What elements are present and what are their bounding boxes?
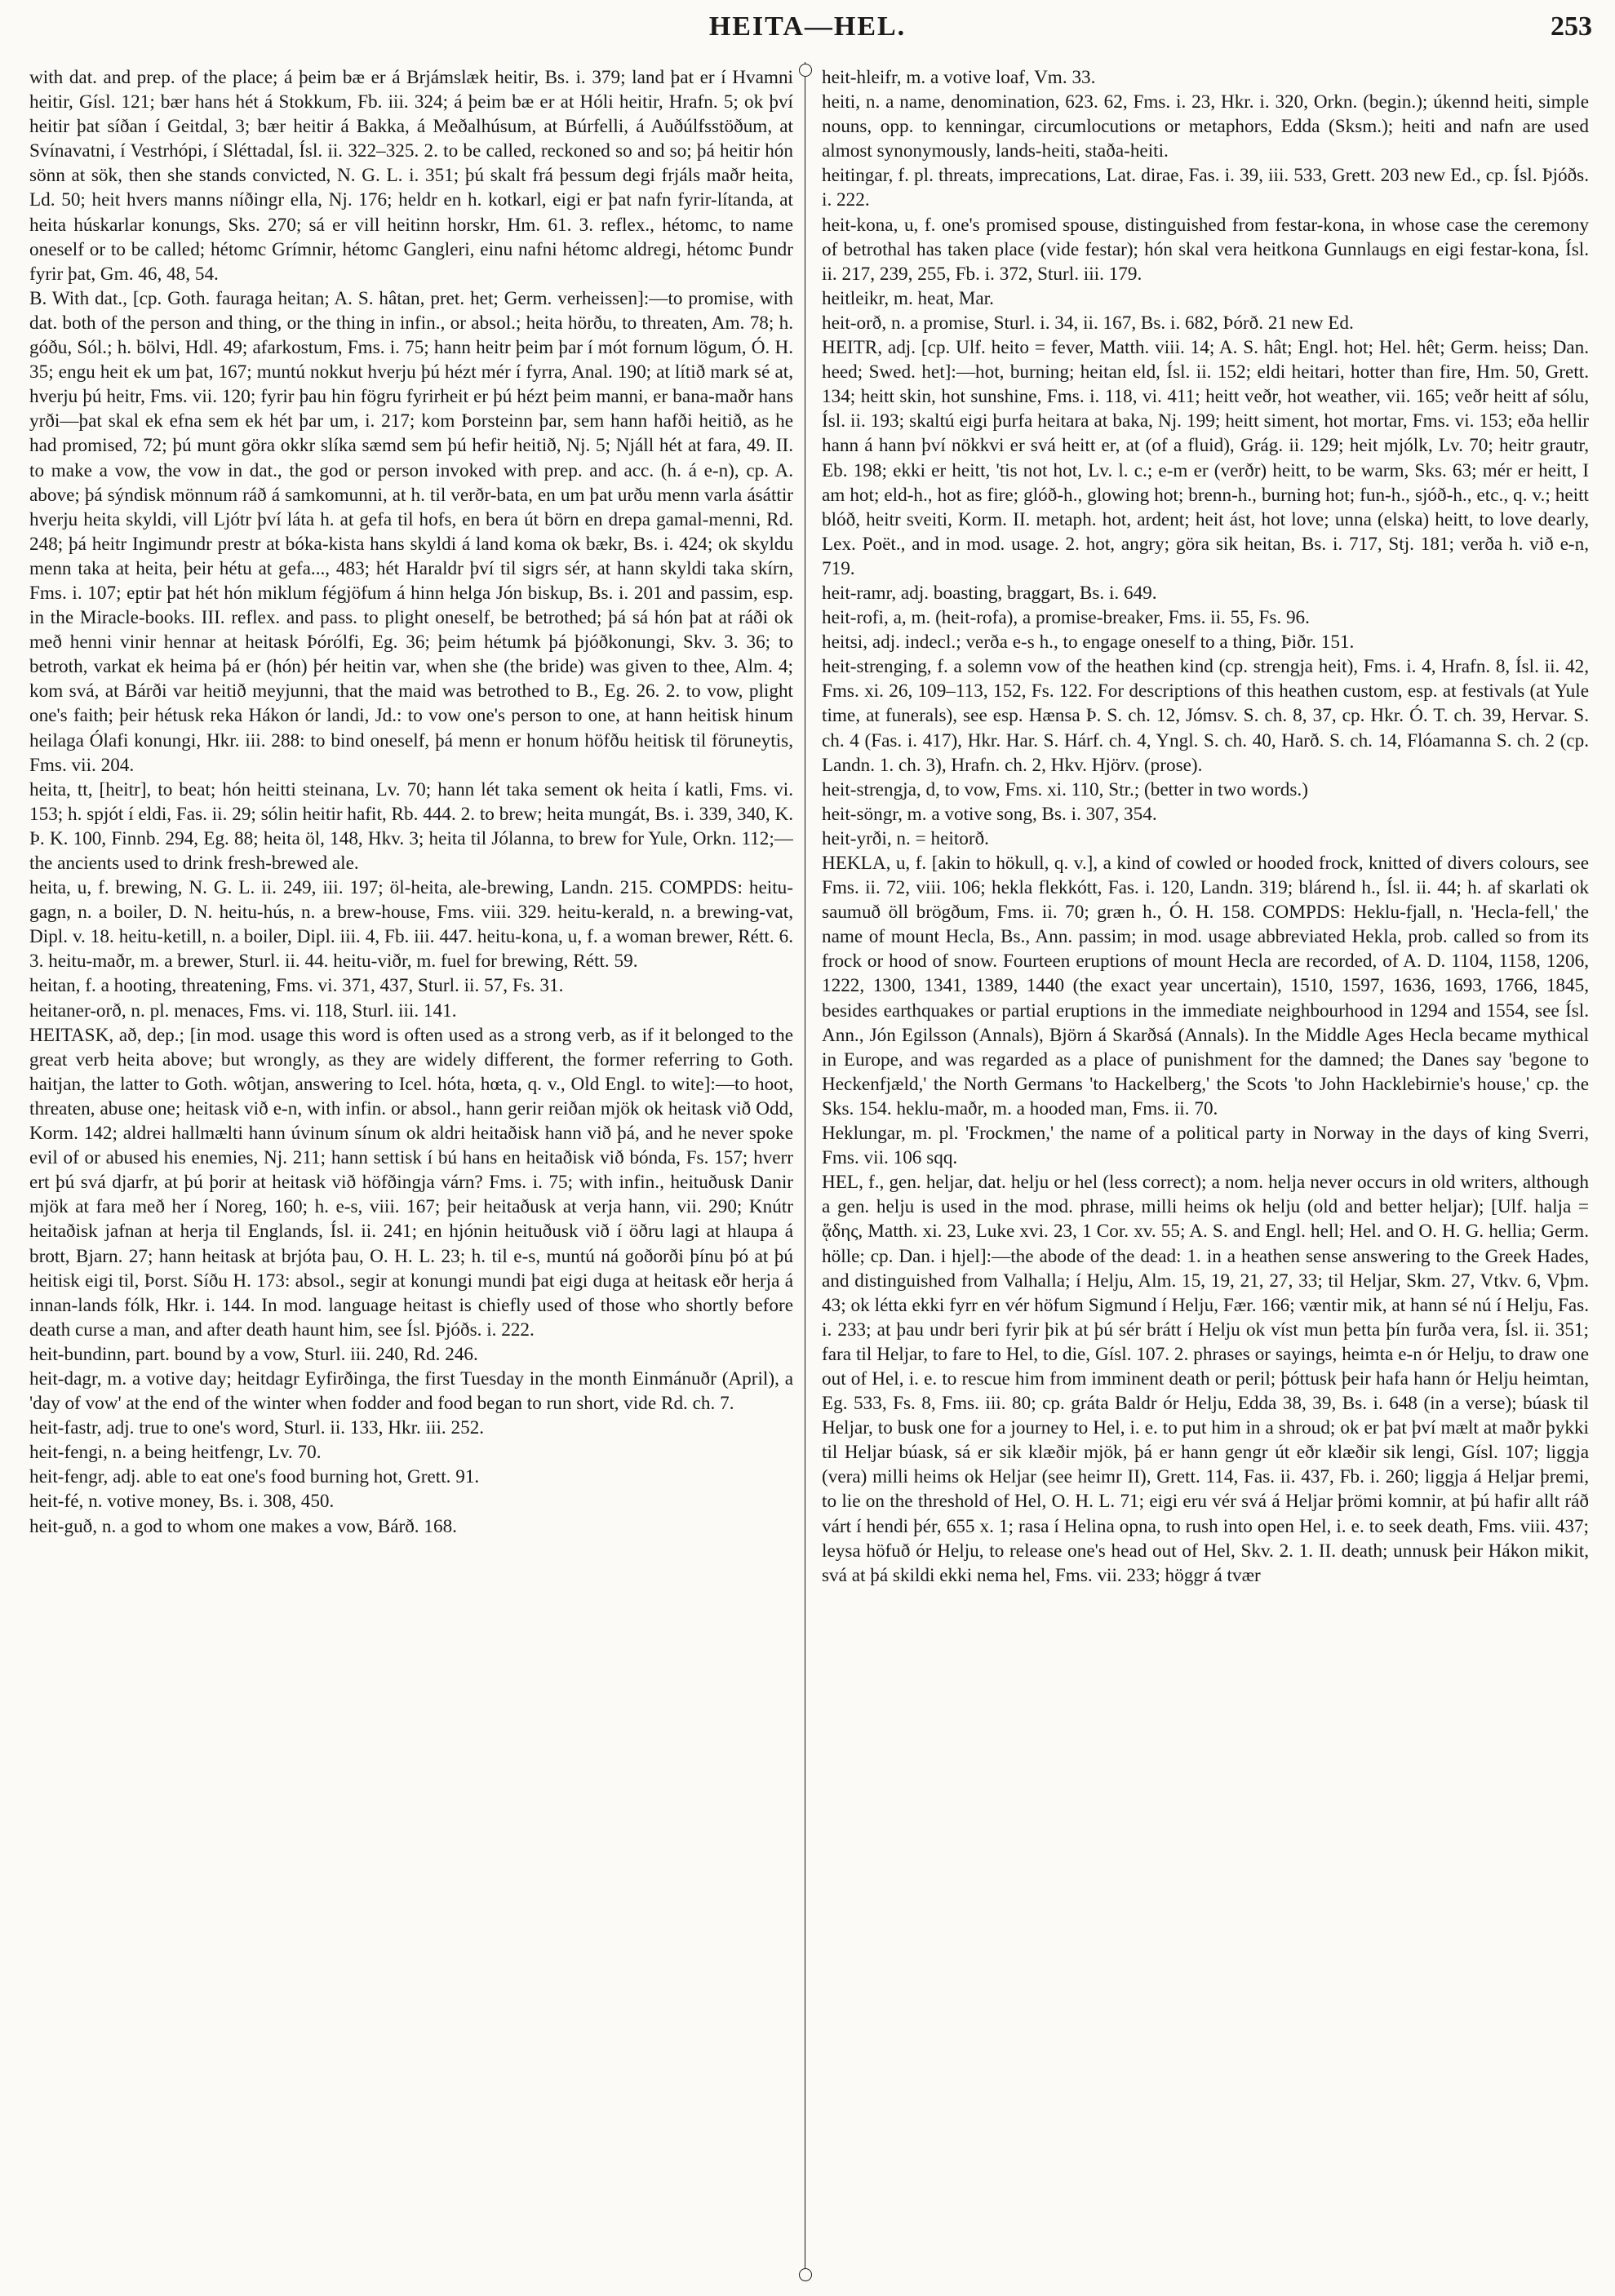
dictionary-entry: heit-strenging, f. a solemn vow of the heathen kind (cp. strengja heit), Fms. i. 4, Hrafn. 8, Ísl. ii. 42, Fms. xi. 26, 109–113, 152, Fs. 122. For descriptions of this heathen custom, esp. at festivals (at Yule time, at funerals), see esp. Hænsa Þ. S. ch. 12, Jómsv. S. ch. 8, 37, cp. Hkr. Ó. T. ch. 39, Hervar. S. ch. 4 (Fas. i. 417), Hkr. Har. S. Hárf. ch. 4, Yngl. S. ch. 40, Harð. S. ch. 14, Flóamanna S. ch. 2 (cp. Landn. 1. ch. 3), Hrafn. ch. 2, Hkv. Hjörv. (prose).: [822, 656, 1589, 776]
dictionary-entry: heiti, n. a name, denomination, 623. 62, Fms. i. 23, Hkr. i. 320, Orkn. (begin.); úkennd heiti, simple nouns, opp. to kenningar, circumlocutions or metaphors, Edda (Sksm.); heiti and nafn are used almost synonymously, lands-heiti, staða-heiti.: [822, 91, 1589, 162]
dictionary-entry: heitleikr, m. heat, Mar.: [822, 287, 994, 309]
left-column: [29, 65, 793, 2268]
dictionary-entry: heit-hleifr, m. a votive loaf, Vm. 33.: [822, 67, 1096, 88]
page-header: [0, 0, 1615, 57]
right-column: [822, 65, 1589, 2268]
dictionary-entry: heita, u, f. brewing, N. G. L. ii. 249, iii. 197; öl-heita, ale-brewing, Landn. 215. COMPDS: heitu-gagn, n. a boiler, D. N. heitu-hús, n. a brew-house, Fms. viii. 329. heitu-kerald, n. a brewing-vat, Dipl. v. 18. heitu-ketill, n. a boiler, Dipl. iii. 4, Fb. iii. 447. heitu-kona, u, f. a woman brewer, Rétt. 6. 3. heitu-maðr, m. a brewer, Sturl. ii. 44. heitu-viðr, m. fuel for brewing, Rétt. 59.: [29, 877, 793, 973]
dictionary-entry: heit-dagr, m. a votive day; heitdagr Eyfirðinga, the first Tuesday in the month Einmánuðr (April), a 'day of vow' at the end of the winter when fodder and food began to run short, vide Rd. ch. 7.: [29, 1367, 793, 1415]
dictionary-entry: heit-yrði, n. = heitorð.: [822, 827, 989, 849]
dictionary-entry: heit-fé, n. votive money, Bs. i. 308, 450.: [29, 1491, 335, 1513]
running-head: HEITA—HEL.: [708, 11, 907, 42]
dictionary-entry: heit-kona, u, f. one's promised spouse, distinguished from festar-kona, in whose case the ceremony of betrothal has taken place (vide festar); hón skal vera heitkona Gunnlaugs en eigi festar-kona, Ísl. ii. 217, 239, 255, Fb. i. 372, Sturl. iii. 179.: [822, 214, 1589, 285]
dictionary-entry: with dat. and prep. of the place; á þeim bæ er á Brjámslæk heitir, Bs. i. 379; land þat er í Hvamni heitir, Gísl. 121; bær hans hét á Stokkum, Fb. iii. 324; á þeim bæ er at Hóli heitir, Hrafn. 5; ok því heitir þat síðan í Geitdal, 3; bær heitir á Bakka, á Meðalhúsum, at Búrfelli, á Auðúlfsstöðum, at Svínavatni, í Vestrhópi, í Sléttadal, Ísl. ii. 322–325. 2. to be called, reckoned so and so; þá heitir hón sönn at sök, then she stands convicted, N. G. L. i. 351; þú skalt frá þessum degi frjáls maðr heita, Ld. 50; heit hvers manns níðingr ella, Nj. 176; heldr en h. kotkarl, eigi er þat nafn fyrir-lítanda, at heita húskarlar konungs, Sks. 270; sá er vill heitinn horskr, Hm. 61. 3. reflex., hétomc, to name oneself or to be called; hétomc Grímnir, hétomc Gangleri, einu nafni hétomc aldregi, hétomc Þundr fyrir þat, Gm. 46, 48, 54.: [29, 67, 793, 285]
dictionary-entry: heit-bundinn, part. bound by a vow, Sturl. iii. 240, Rd. 246.: [29, 1343, 478, 1365]
dictionary-entry: heitsi, adj. indecl.; verða e-s h., to engage oneself to a thing, Þiðr. 151.: [822, 632, 1355, 654]
dictionary-entry: heit-söngr, m. a votive song, Bs. i. 307, 354.: [822, 803, 1157, 825]
dictionary-entry: heit-fengi, n. a being heitfengr, Lv. 70.: [29, 1442, 322, 1464]
dictionary-entry: Heklungar, m. pl. 'Frockmen,' the name of a political party in Norway in the days of king Sverri, Fms. vii. 106 sqq.: [822, 1123, 1589, 1169]
dictionary-entry: heit-orð, n. a promise, Sturl. i. 34, ii. 167, Bs. i. 682, Þórð. 21 new Ed.: [822, 312, 1354, 334]
dictionary-entry: heit-strengja, d, to vow, Fms. xi. 110, Str.; (better in two words.): [822, 778, 1308, 800]
divider-ornament-top: [799, 64, 812, 77]
dictionary-entry: heitingar, f. pl. threats, imprecations, Lat. dirae, Fas. i. 39, iii. 533, Grett. 203 new Ed., cp. Ísl. Þjóðs. i. 222.: [822, 165, 1589, 211]
dictionary-entry: heit-rofi, a, m. (heit-rofa), a promise-breaker, Fms. ii. 55, Fs. 96.: [822, 607, 1310, 629]
dictionary-entry: heitan, f. a hooting, threatening, Fms. vi. 371, 437, Sturl. ii. 57, Fs. 31.: [29, 975, 564, 997]
dictionary-entry: heit-fastr, adj. true to one's word, Sturl. ii. 133, Hkr. iii. 252.: [29, 1417, 485, 1439]
page-number: 253: [1551, 11, 1592, 42]
dictionary-entry: heit-ramr, adj. boasting, braggart, Bs. i. 649.: [822, 582, 1157, 604]
dictionary-entry: heit-guð, n. a god to whom one makes a vow, Bárð. 168.: [29, 1515, 457, 1537]
dictionary-entry: heitaner-orð, n. pl. menaces, Fms. vi. 118, Sturl. iii. 141.: [29, 1000, 457, 1022]
dictionary-entry: HEKLA, u, f. [akin to hökull, q. v.], a kind of cowled or hooded frock, knitted of divers colours, see Fms. ii. 72, viii. 106; hekla flekkótt, Fas. i. 120, Landn. 319; blárend h., Ísl. ii. 44; h. af skarlati ok saumuð öll brögðum, Fms. ii. 70; græn h., Ó. H. 158. COMPDS: Heklu-fjall, n. 'Hecla-fell,' the name of mount Hecla, Bs., Ann. passim; in mod. usage abbreviated Hekla, prob. called so from its frock or hood of snow. Fourteen eruptions of mount Hecla are recorded, of A. D. 1104, 1158, 1206, 1222, 1300, 1341, 1389, 1440 (the exact year uncertain), 1510, 1597, 1636, 1693, 1766, 1845, besides earthquakes or partial eruptions in the immediate neighbourhood in 1294 and 1554, see Ísl. Ann., Jón Egilsson (Annals), Björn á Skarðsá (Annals). In the Middle Ages Hecla became mythical in Europe, and was regarded as a place of punishment for the damned; the Danes say 'begone to Heckenfjæld,' the North Germans 'to Hackelberg,' the Scots 'to John Hacklebirnie's house,' cp. the Sks. 154. heklu-maðr, m. a hooded man, Fms. ii. 70.: [822, 853, 1589, 1119]
dictionary-entry: HEL, f., gen. heljar, dat. helju or hel (less correct); a nom. helja never occurs in old writers, although a gen. helju is used in the mod. phrase, milli heims ok helju (old and better heljar); [Ulf. halja = ᾅδης, Matth. xi. 23, Luke xvi. 23, 1 Cor. xv. 55; A. S. and Engl. hell; Hel. and O. H. G. hellia; Germ. hölle; cp. Dan. i hjel]:—the abode of the dead: 1. in a heathen sense answering to the Greek Hades, and distinguished from Valhalla; í Helju, Alm. 15, 19, 21, 27, 33; til Heljar, Skm. 27, Vtkv. 6, Vþm. 43; ok létta ekki fyrr en vér höfum Sigmund í Helju, Fær. 166; væntir mik, at hann sé nú í Helju, Fas. i. 233; at þau undr beri fyrir þik at þú sér brátt í Helju ok víst mun þetta þín furða vera, Ísl. ii. 351; fara til Heljar, to fare to Hel, to die, Gísl. 107. 2. phrases or sayings, heimta e-n ór Helju, to draw one out of Hel, i. e. to rescue him from imminent death or peril; þóttusk þeir hafa hann ór Helju heimtan, Eg. 533, Fs. 8, Fms. iii. 80; cp. gráta Baldr ór Helju, Edda 38, 39, Bs. i. 648 (in a verse); búask til Heljar, to busk one for a journey to Hel, i. e. to put him in a shroud; ok er þat því mælt at maðr þykki til Heljar búask, sá er sik klæðir mjök, þá er hann gengr út eðr klæðir sik lengi, Gísl. 107; liggja (vera) milli heims ok Heljar (see heimr II), Grett. 114, Fas. ii. 437, Fb. i. 260; liggja á Heljar þremi, to lie on the threshold of Hel, O. H. L. 71; eigi eru vér svá á Heljar þrömi komnir, at þú hafir allt ráð várt í hendi þér, 655 x. 1; rasa í Helina opna, to rush into open Hel, i. e. to seek death, Fms. viii. 437; leysa höfuð ór Helju, to release one's head out of Hel, Skv. 2. 1. II. death; unnusk þeir Hákon mikit, svá at þá skildi ekki nema hel, Fms. vii. 233; höggr á tvær: [822, 1172, 1589, 1586]
dictionary-entry: HEITR, adj. [cp. Ulf. heito = fever, Matth. viii. 14; A. S. hât; Engl. hot; Hel. hêt; Germ. heiss; Dan. heed; Swed. het]:—hot, burning; heitan eld, Ísl. ii. 152; eldi heitari, hotter than fire, Hm. 50, Grett. 134; heitt skin, hot sunshine, Fms. i. 118, vi. 411; heitt veðr, hot weather, vii. 165; veðr heitt af sólu, Ísl. ii. 193; skaltú eigi þurfa heitara at baka, Nj. 199; heitt siment, hot mortar, Fms. vi. 153; eða hellir hann á hann því nökkvi er svá heitt er, at (of a fluid), Grág. ii. 129; heit mjólk, Lv. 70; heitr grautr, Eb. 198; ekki er heitt, 'tis not hot, Lv. l. c.; e-m er (verðr) heitt, to be warm, Sks. 63; mér er heitt, I am hot; eld-h., hot as fire; glóð-h., glowing hot; brenn-h., burning hot; fun-h., sjóð-h., etc., q. v.; heitt blóð, heitr sveiti, Korm. II. metaph. hot, ardent; heit ást, hot love; unna (elska) heitt, to love dearly, Lex. Poët., and in mod. usage. 2. hot, angry; göra sik heitan, Bs. i. 717, Stj. 181; verða h. við e-n, 719.: [822, 337, 1589, 579]
dictionary-entry: heit-fengr, adj. able to eat one's food burning hot, Grett. 91.: [29, 1466, 480, 1488]
dictionary-entry: HEITASK, að, dep.; [in mod. usage this word is often used as a strong verb, as if it belonged to the great verb heita above; but wrongly, as they are widely different, the former referring to Goth. haitjan, the latter to Goth. wôtjan, answering to Icel. hóta, hœta, q. v., Old Engl. to wite]:—to hoot, threaten, abuse one; heitask við e-n, with infin. or absol., hann gerir reiðan mjök ok heitask við Odd, Korm. 142; aldrei hallmælti hann úvinum sínum ok aldri heitaðisk hann við þá, and he never spoke evil of or abused his enemies, Nj. 211; hann settisk í bú hans en heitaðisk við bónda, Fs. 157; hverr ert þú svá djarfr, at þú þorir at heitask við höfðingja várn? Fms. i. 75; with infin., heituðusk Danir mjök at fara með her í Noreg, 160; h. e-s, viii. 167; þeir heitaðusk at verja hann, vii. 290; Knútr heitaðisk jafnan at herja til Englands, Ísl. ii. 241; en hjónin heituðusk við í öðru lagi at hlaupa á brott, Bjarn. 27; hann heitask at brjóta þau, O. H. L. 23; h. til e-s, muntú ná goðorði þínu þó at þú heitisk eigi til, Þorst. Síðu H. 173: absol., segir at konungi mundi þat eigi duga at heitask eðr herja á innan-lands fólk, Hkr. i. 144. In mod. language heitast is chiefly used of those who shortly before death curse a man, and after death haunt him, see Ísl. Þjóðs. i. 222.: [29, 1024, 793, 1341]
divider-ornament-bottom: [799, 2268, 812, 2281]
dictionary-entry: heita, tt, [heitr], to beat; hón heitti steinana, Lv. 70; hann lét taka sement ok heita í katli, Fms. vi. 153; h. spjót í eldi, Fas. ii. 29; sólin heitir hafit, Rb. 444. 2. to brew; heita mungát, Bs. i. 339, 340, K. Þ. K. 100, Finnb. 294, Eg. 88; heita öl, 148, Hkv. 3; heita til Jólanna, to brew for Yule, Orkn. 112;—the ancients used to drink fresh-brewed ale.: [29, 778, 793, 874]
dictionary-entry: B. With dat., [cp. Goth. fauraga heitan; A. S. hâtan, pret. het; Germ. verheissen]:—to promise, with dat. both of the person and thing, or the thing in infin., or absol.; heita hörðu, to threaten, Am. 78; h. góðu, Sól.; h. bölvi, Hdl. 49; afarkostum, Fms. i. 75; hann heitr þeim þar í mót fornum lögum, Ó. H. 35; engu heit ek um þat, 167; muntú nokkut hverju þú hézt mér í fyrra, Anal. 190; at lítið mark sé at, hverju þú heitr, Fms. vii. 120; fyrir þau hin fögru fyrirheit er þú hézt þeim manni, er bana-maðr hans yrði—þat skal ek efna sem ek hét þar um, i. 217; kom Þorsteinn þar, sem hann hafði heitið, as he had promised, 72; þú munt göra okkr slíka sæmd sem þú hefir heitið, Nj. 5; Njáll hét at fara, 49. II. to make a vow, the vow in dat., the god or person invoked with prep. and acc. (h. á e-n), cp. A. above; þá sýndisk mönnum ráð á samkomunni, at h. til verðr-bata, en um þat urðu menn varla ásáttir hverju heita skyldi, vill Ljótr því láta h. at gefa til hofs, en bera út börn en drepa gamal-menni, Rd. 248; þá heitr Ingimundr prestr at bóka-kista hans skyldi á land koma ok bækr, Bs. i. 424; ok skyldu menn taka at heita, þeir hétu at gefa..., 483; hét Haraldr því til sigrs sér, at hann skyldi taka skírn, Fms. i. 107; eptir þat hét hón miklum fégjöfum á hinn helga Jón biskup, Bs. i. 201 and passim, esp. in the Miracle-books. III. reflex. and pass. to plight oneself, be betrothed; þá sá hón þat at ráði ok með henni vinir hennar at heitask Þórólfi, Eg. 36; þeim hétumk þá þjóðkonungi, Skv. 3. 36; to betroth, varkat ek heima þá er (hón) þér heitin var, when she (the bride) was given to thee, Alm. 4; kom svá, at Bárði var heitið meyjunni, that the maid was betrothed to B., Eg. 26. 2. to vow, plight one's faith; þeir hétusk reka Hákon ór landi, Jd.: to vow one's person to one, at hann heitisk hinum heilaga Ólafi konungi, Hkr. iii. 288: to bind oneself, þá menn er honum höfðu heitisk til föruneytis, Fms. vii. 204.: [29, 287, 793, 776]
